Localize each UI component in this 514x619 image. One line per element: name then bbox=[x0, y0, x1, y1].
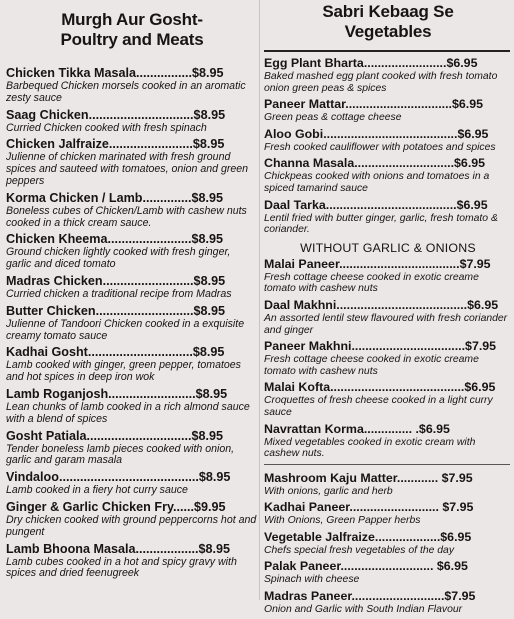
menu-item bbox=[6, 66, 258, 105]
heading-rule bbox=[264, 50, 510, 52]
menu-item-name-price: Malai Paneer...................................$7.95 bbox=[264, 256, 491, 271]
menu-item-description: Barbequed Chicken morsels cooked in an aromatic zesty sauce bbox=[6, 80, 246, 104]
menu-item-description: Julienne of chicken marinated with fresh ground spices and sauteed with tomatoes, onion and green peppers bbox=[6, 151, 249, 187]
menu-item-description: Fresh cottage cheese cooked in exotic creame tomato with cashew nuts bbox=[264, 271, 479, 295]
menu-item-name-price: Chicken Jalfraize........................$8.95 bbox=[6, 137, 225, 152]
menu-item bbox=[264, 380, 512, 418]
menu-item-description: Lamb cubes cooked in a hot and spicy gravy with spices and dried feenugreek bbox=[6, 555, 237, 580]
menu-item-description: Green peas & cottage cheese bbox=[264, 112, 402, 124]
menu-item bbox=[6, 232, 258, 271]
vegetables-heading: Sabri Kebaag Se Vegetables bbox=[322, 2, 454, 41]
menu-item-description: With onions, garlic and herb bbox=[264, 485, 393, 497]
no-garlic-onion-list bbox=[264, 257, 512, 460]
vegetables-column bbox=[264, 0, 512, 619]
section-rule bbox=[264, 464, 510, 465]
menu-item-name-price: Madras Paneer...........................$7.95 bbox=[264, 589, 476, 604]
menu-item bbox=[264, 589, 512, 616]
menu-item-description: Curried chicken a traditional recipe from Madras bbox=[6, 287, 232, 300]
menu-item bbox=[6, 387, 258, 426]
menu-item-name-price: Aloo Gobi.......................................$6.95 bbox=[264, 126, 489, 141]
menu-item-name-price: Paneer Mattar...............................$6.95 bbox=[264, 97, 483, 112]
menu-item bbox=[6, 191, 258, 230]
menu-item bbox=[264, 530, 512, 557]
menu-item bbox=[264, 127, 512, 154]
menu-item-name-price: Paneer Makhni.................................$7.95 bbox=[264, 339, 497, 354]
menu-item bbox=[264, 339, 512, 377]
menu-item bbox=[264, 56, 512, 94]
menu-item-name-price: Kadhai Gosht..............................$8.95 bbox=[6, 345, 225, 360]
menu-item bbox=[264, 97, 512, 124]
menu-item-description: Fresh cottage cheese cooked in exotic creame tomato with cashew nuts bbox=[264, 354, 479, 377]
menu-item-description: Boneless cubes of Chicken/Lamb with cashew nuts cooked in a thick cream sauce. bbox=[6, 204, 247, 229]
menu-item-description: Lamb cooked in a fiery hot curry sauce bbox=[6, 484, 188, 497]
menu-item bbox=[264, 298, 512, 336]
menu-item-description: Spinach with cheese bbox=[264, 574, 360, 586]
menu-item-description: Julienne of Tandoori Chicken cooked in a exquisite creamy tomato sauce bbox=[6, 317, 245, 342]
menu-item-name-price: Vindaloo........................................$8.95 bbox=[6, 470, 231, 485]
menu-item bbox=[6, 304, 258, 343]
menu-item bbox=[264, 257, 512, 295]
menu-item-name-price: Vegetable Jalfraize...................$6.95 bbox=[264, 529, 472, 544]
menu-item bbox=[6, 345, 258, 384]
no-garlic-onion-subheading: WITHOUT GARLIC & ONIONS bbox=[300, 240, 476, 255]
menu-item-name-price: Gosht Patiala..............................$8.95 bbox=[6, 428, 223, 443]
menu-item-description: Onion and Garlic with South Indian Flavour bbox=[264, 604, 463, 616]
menu-item-name-price: Lamb Roganjosh.........................$8.95 bbox=[6, 386, 228, 401]
menu-item-name-price: Egg Plant Bharta........................$6.95 bbox=[264, 56, 478, 70]
menu-item-description: With Onions, Green Papper herbs bbox=[264, 515, 421, 527]
extra-vegetables-list bbox=[264, 471, 512, 616]
menu-item bbox=[264, 198, 512, 236]
menu-item-name-price: Chicken Kheema........................$8.95 bbox=[6, 232, 223, 247]
menu-item-description: Baked mashed egg plant cooked with fresh tomato onion green peas & spices bbox=[264, 71, 498, 94]
menu-item-name-price: Madras Chicken..........................$8.95 bbox=[6, 273, 226, 288]
menu-item bbox=[6, 137, 258, 187]
vegetables-list bbox=[264, 56, 512, 236]
menu-item-name-price: Chicken Tikka Masala................$8.95 bbox=[6, 66, 224, 80]
menu-item bbox=[6, 500, 258, 539]
menu-item-description: Chickpeas cooked with onions and tomatoes in a spiced tamarind sauce bbox=[264, 171, 490, 194]
menu-item bbox=[6, 108, 258, 135]
menu-item-name-price: Butter Chicken............................$8.95 bbox=[6, 303, 226, 318]
menu-item-name-price: Ginger & Garlic Chicken Fry......$9.95 bbox=[6, 499, 226, 514]
menu-item bbox=[264, 471, 512, 498]
menu-item-description: Lean chunks of lamb cooked in a rich almond sauce with a blend of spices bbox=[6, 400, 250, 425]
menu-item-name-price: Malai Kofta.......................................$6.95 bbox=[264, 380, 496, 395]
poultry-meats-heading: Murgh Aur Gosht- Poultry and Meats bbox=[60, 10, 204, 49]
menu-item bbox=[6, 470, 258, 497]
menu-item-name-price: Daal Tarka......................................$6.95 bbox=[264, 197, 488, 212]
menu-item bbox=[6, 542, 258, 581]
menu-item-name-price: Mashroom Kaju Matter............ $7.95 bbox=[264, 470, 473, 485]
menu-item-description: Ground chicken lightly cooked with fresh ginger, garlic and diced tomato bbox=[6, 246, 231, 271]
menu-item bbox=[264, 500, 512, 527]
menu-item-description: Curried Chicken cooked with fresh spinach bbox=[6, 121, 207, 134]
menu-item-description: Lentil fried with butter ginger, garlic, fresh tomato & coriander. bbox=[264, 212, 498, 236]
menu-item bbox=[264, 156, 512, 194]
menu-item-description: An assorted lentil stew flavoured with fresh coriander and ginger bbox=[264, 312, 508, 336]
menu-item-description: Croquettes of fresh cheese cooked in a light curry sauce bbox=[264, 395, 493, 418]
menu-item bbox=[6, 429, 258, 468]
menu-item-name-price: Palak Paneer........................... $6.95 bbox=[264, 559, 468, 574]
menu-item bbox=[264, 422, 512, 460]
menu-item bbox=[264, 559, 512, 586]
menu-item-name-price: Kadhai Paneer.......................... $7.95 bbox=[264, 500, 474, 515]
menu-item-description: Dry chicken cooked with ground peppercorns hot and pungent bbox=[6, 513, 257, 538]
menu-item bbox=[6, 274, 258, 301]
menu-item-name-price: Korma Chicken / Lamb..............$8.95 bbox=[6, 190, 223, 205]
menu-item-description: Lamb cooked with ginger, green pepper, tomatoes and hot spices in deep iron wok bbox=[6, 359, 241, 384]
menu-item-description: Fresh cooked cauliflower with potatoes and spices bbox=[264, 141, 496, 153]
column-divider bbox=[259, 0, 260, 600]
menu-item-description: Mixed vegetables cooked in exotic cream with cashew nuts. bbox=[264, 436, 476, 460]
poultry-meats-column bbox=[6, 0, 258, 583]
menu-item-description: Chefs special fresh vegetables of the day bbox=[264, 544, 455, 556]
menu-item-name-price: Navrattan Korma.............. .$6.95 bbox=[264, 421, 450, 436]
menu-item-name-price: Lamb Bhoona Masala..................$8.95 bbox=[6, 541, 230, 556]
menu-item-name-price: Saag Chicken..............................$8.95 bbox=[6, 107, 226, 122]
menu-item-name-price: Channa Masala.............................$6.95 bbox=[264, 156, 486, 171]
poultry-meats-list bbox=[6, 66, 258, 580]
menu-item-description: Tender boneless lamb pieces cooked with onion, garlic and garam masala bbox=[6, 442, 235, 467]
menu-item-name-price: Daal Makhni......................................$6.95 bbox=[264, 297, 499, 312]
